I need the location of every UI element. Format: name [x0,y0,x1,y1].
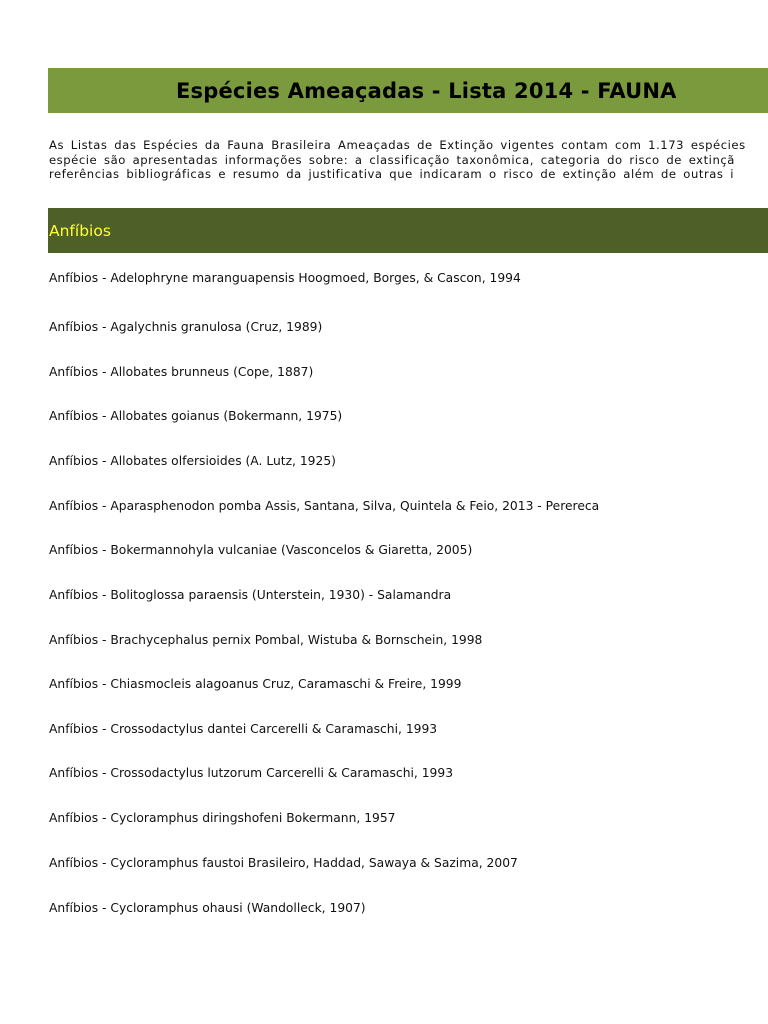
species-item: Anfíbios - Crossodactylus lutzorum Carcerelli & Caramaschi, 1993 [49,766,454,780]
species-item: Anfíbios - Allobates olfersioides (A. Lutz, 1925) [49,454,336,468]
species-item: Anfíbios - Chiasmocleis alagoanus Cruz, Caramaschi & Freire, 1999 [49,677,462,691]
species-item: Anfíbios - Bokermannohyla vulcaniae (Vasconcelos & Giaretta, 2005) [49,543,473,557]
species-item: Anfíbios - Brachycephalus pernix Pombal, Wistuba & Bornschein, 1998 [49,633,483,647]
species-item: Anfíbios - Bolitoglossa paraensis (Unterstein, 1930) - Salamandra [49,588,452,602]
species-item: Anfíbios - Cycloramphus faustoi Brasileiro, Haddad, Sawaya & Sazima, 2007 [49,856,518,870]
title-banner [48,68,768,113]
section-title: Anfíbios [49,221,111,240]
page-title: Espécies Ameaçadas - Lista 2014 - FAUNA [176,78,677,103]
intro-paragraph [49,138,768,182]
section-header [48,208,768,253]
intro-line: As Listas das Espécies da Fauna Brasileira Ameaçadas de Extinção vigentes contam com 1.173 espécies [49,138,746,152]
species-item: Anfíbios - Cycloramphus diringshofeni Bokermann, 1957 [49,811,396,825]
species-item: Anfíbios - Aparasphenodon pomba Assis, Santana, Silva, Quintela & Feio, 2013 - Perereca [49,499,600,513]
intro-line: espécie são apresentadas informações sobre: a classificação taxonômica, categoria do risco de extinçã [49,152,735,167]
species-item: Anfíbios - Adelophryne maranguapensis Hoogmoed, Borges, & Cascon, 1994 [49,271,521,285]
species-item: Anfíbios - Allobates brunneus (Cope, 1887) [49,365,314,379]
species-item: Anfíbios - Cycloramphus ohausi (Wandolleck, 1907) [49,901,366,915]
species-item: Anfíbios - Crossodactylus dantei Carcerelli & Caramaschi, 1993 [49,722,438,736]
intro-line: referências bibliográficas e resumo da justificativa que indicaram o risco de extinção além de outras i [49,167,735,181]
species-item: Anfíbios - Agalychnis granulosa (Cruz, 1989) [49,320,323,334]
species-item: Anfíbios - Allobates goianus (Bokermann, 1975) [49,409,343,423]
